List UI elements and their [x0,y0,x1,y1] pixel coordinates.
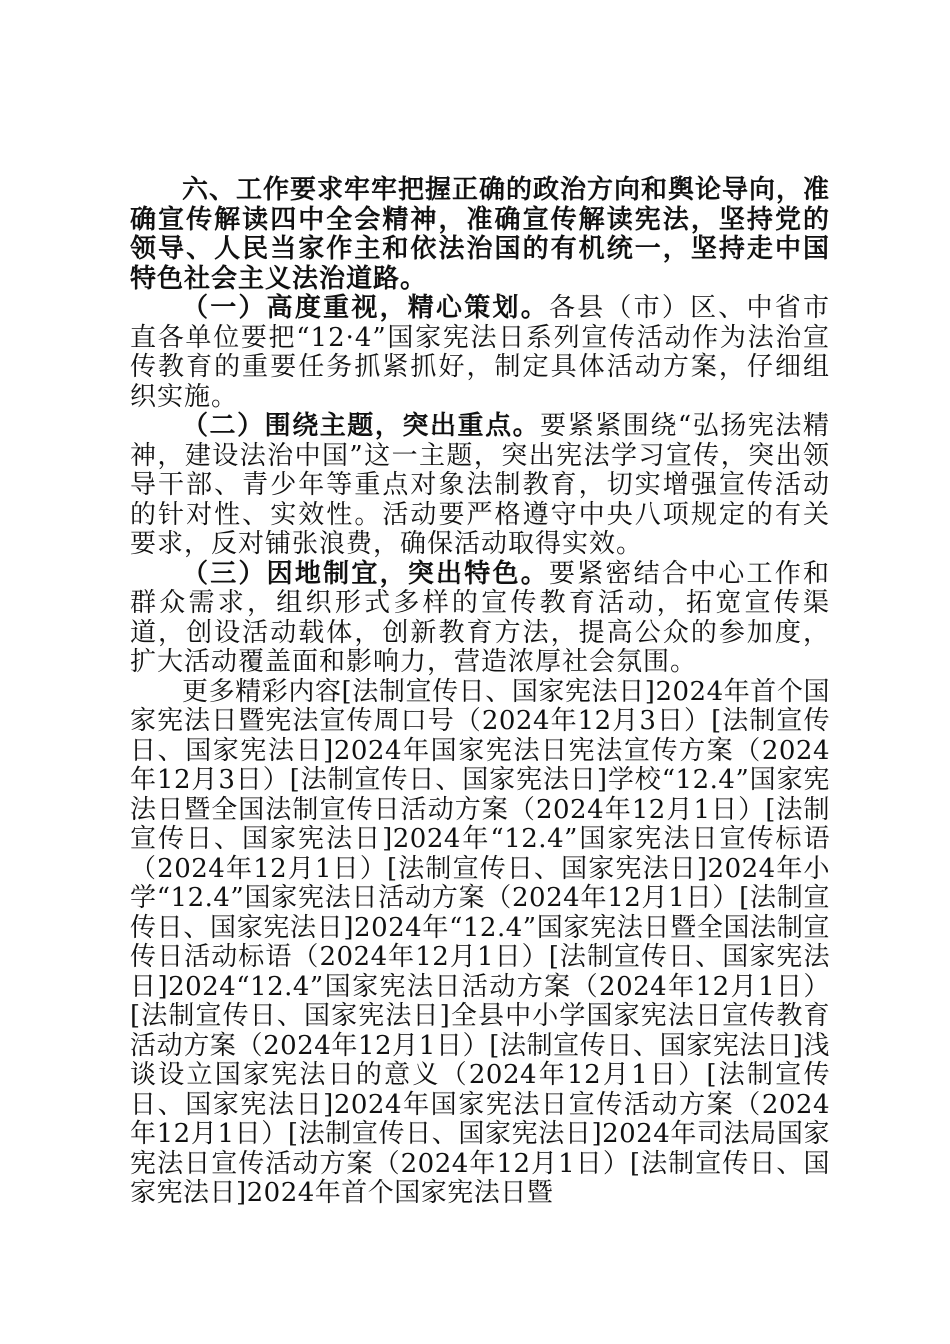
section-six-text: 六、工作要求牢牢把握正确的政治方向和舆论导向，准确宣传解读四中全会精神，准确宣传解读宪法，坚持党的领导、人民当家作主和依法治国的有机统一，坚持走中国特色社会主义法治道路。 [130,175,831,294]
item-one-heading: （一）高度重视，精心策划。 [182,293,549,323]
document-body [130,176,830,1209]
more-content-paragraph [130,678,830,1209]
item-one-paragraph [130,294,830,412]
item-two-heading: （二）围绕主题，突出重点。 [182,411,541,441]
item-three-heading: （三）因地制宜，突出特色。 [182,558,549,589]
item-one-body: 各县（市）区、中省市直各单位要把“12·4”国家宪法日系列宣传活动作为法治宣传教育的重要任务抓紧抓好，制定具体活动方案，仔细组织实施。 [130,293,830,412]
section-six-paragraph [130,176,830,294]
item-three-paragraph [130,560,830,678]
item-two-paragraph [130,412,830,560]
item-two-body: 要紧紧围绕“弘扬宪法精神，建设法治中国”这一主题，突出宪法学习宣传，突出领导干部、青少年等重点对象法制教育，切实增强宣传活动的针对性、实效性。活动要严格遵守中央八项规定的有关要求，反对铺张浪费，确保活动取得实效。 [130,411,830,559]
more-content-text: 更多精彩内容[法制宣传日、国家宪法日]2024年首个国家宪法日暨宪法宣传周口号（2024年12月3日）[法制宣传日、国家宪法日]2024年国家宪法日宪法宣传方案（2024年12月3日）[法制宣传日、国家宪法日]学校“12.4”国家宪法日暨全国法制宣传日活动方案（2024年12月1日）[法制宣传日、国家宪法日]2024年“12.4”国家宪法日宣传标语（2024年12月1日）[法制宣传日、国家宪法日]2024年小学“12.4”国家宪法日活动方案（2024年12月1日）[法制宣传日、国家宪法日]2024年“12.4”国家宪法日暨全国法制宣传日活动标语（2024年12月1日）[法制宣传日、国家宪法日]2024“12.4”国家宪法日活动方案（2024年12月1日）[法制宣传日、国家宪法日]全县中小学国家宪法日宣传教育活动方案（2024年12月1日）[法制宣传日、国家宪法日]浅谈设立国家宪法日的意义（2024年12月1日）[法制宣传日、国家宪法日]2024年国家宪法日宣传活动方案（2024年12月1日）[法制宣传日、国家宪法日]2024年司法局国家宪法日宣传活动方案（2024年12月1日）[法制宣传日、国家宪法日]2024年首个国家宪法日暨 [130,676,830,1208]
item-three-body: 要紧密结合中心工作和群众需求，组织形式多样的宣传教育活动，拓宽宣传渠道，创设活动载体，创新教育方法，提高公众的参加度，扩大活动覆盖面和影响力，营造浓厚社会氛围。 [130,558,830,677]
